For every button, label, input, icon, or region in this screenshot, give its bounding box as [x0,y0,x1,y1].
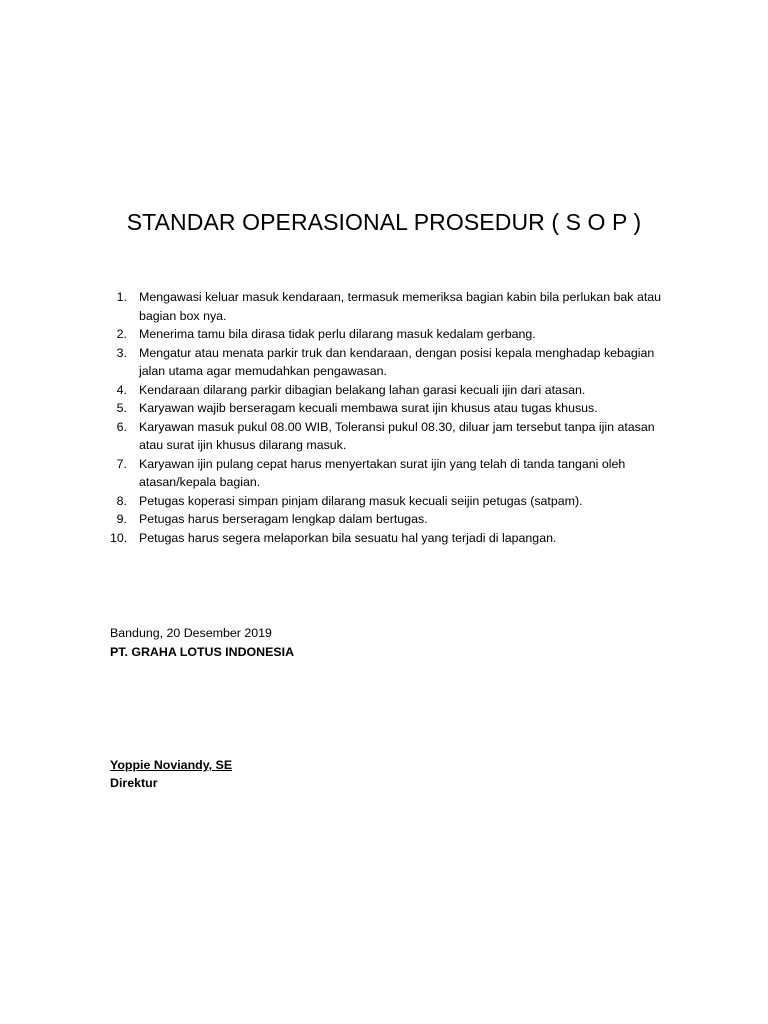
list-item-number: 2. [116,327,127,341]
signer-title: Direktur [110,776,158,790]
list-item-number: 7. [116,456,127,471]
list-item-number: 5. [116,401,127,415]
list-item [110,529,670,548]
document-title: STANDAR OPERASIONAL PROSEDUR ( S O P ) [126,209,642,235]
list-item [110,418,670,455]
list-item-text: Mengatur atau menata parkir truk dan kendaraan, dengan posisi kepala menghadap kebagian jalan utama agar memudahkan pengawasan. [139,345,655,378]
list-item-text: Kendaraan dilarang parkir dibagian belakang lahan garasi kecuali ijin dari atasan. [139,382,586,397]
list-item-text: Karyawan masuk pukul 08.00 WIB, Toleransi pukul 08.30, diluar jam tersebut tanpa ijin atasan atau surat ijin khusus dilarang masuk. [139,419,655,452]
list-item-text: Karyawan wajib berseragam kecuali membawa surat ijin khusus atau tugas khusus. [139,401,598,415]
list-item-number: 1. [116,290,127,304]
list-item-text: Petugas koperasi simpan pinjam dilarang masuk kecuali seijin petugas (satpam). [139,493,583,508]
list-item [110,399,670,418]
list-item-number: 6. [116,419,127,434]
list-item [110,381,670,400]
list-item [110,492,670,511]
list-item-number: 8. [116,493,127,508]
list-item [110,455,670,492]
list-item [110,325,670,344]
list-item-number: 4. [116,382,127,397]
list-item-text: Mengawasi keluar masuk kendaraan, termasuk memeriksa bagian kabin bila perlukan bak atau bagian box nya. [139,290,662,323]
list-item [110,288,670,325]
list-item-number: 10. [110,530,128,545]
list-item-text: Menerima tamu bila dirasa tidak perlu dilarang masuk kedalam gerbang. [139,327,536,341]
company-name: PT. GRAHA LOTUS INDONESIA [110,645,295,659]
sop-list [110,288,670,547]
signer-name: Yoppie Noviandy, SE [110,758,233,772]
list-item-number: 9. [116,512,127,526]
list-item-text: Petugas harus berseragam lengkap dalam bertugas. [139,512,428,526]
list-item-number: 3. [116,345,127,360]
list-item [110,510,670,529]
place-date: Bandung, 20 Desember 2019 [110,626,272,640]
list-item-text: Petugas harus segera melaporkan bila sesuatu hal yang terjadi di lapangan. [139,530,557,545]
list-item [110,344,670,381]
list-item-text: Karyawan ijin pulang cepat harus menyertakan surat ijin yang telah di tanda tangani oleh atasan/kepala bagian. [139,456,626,489]
